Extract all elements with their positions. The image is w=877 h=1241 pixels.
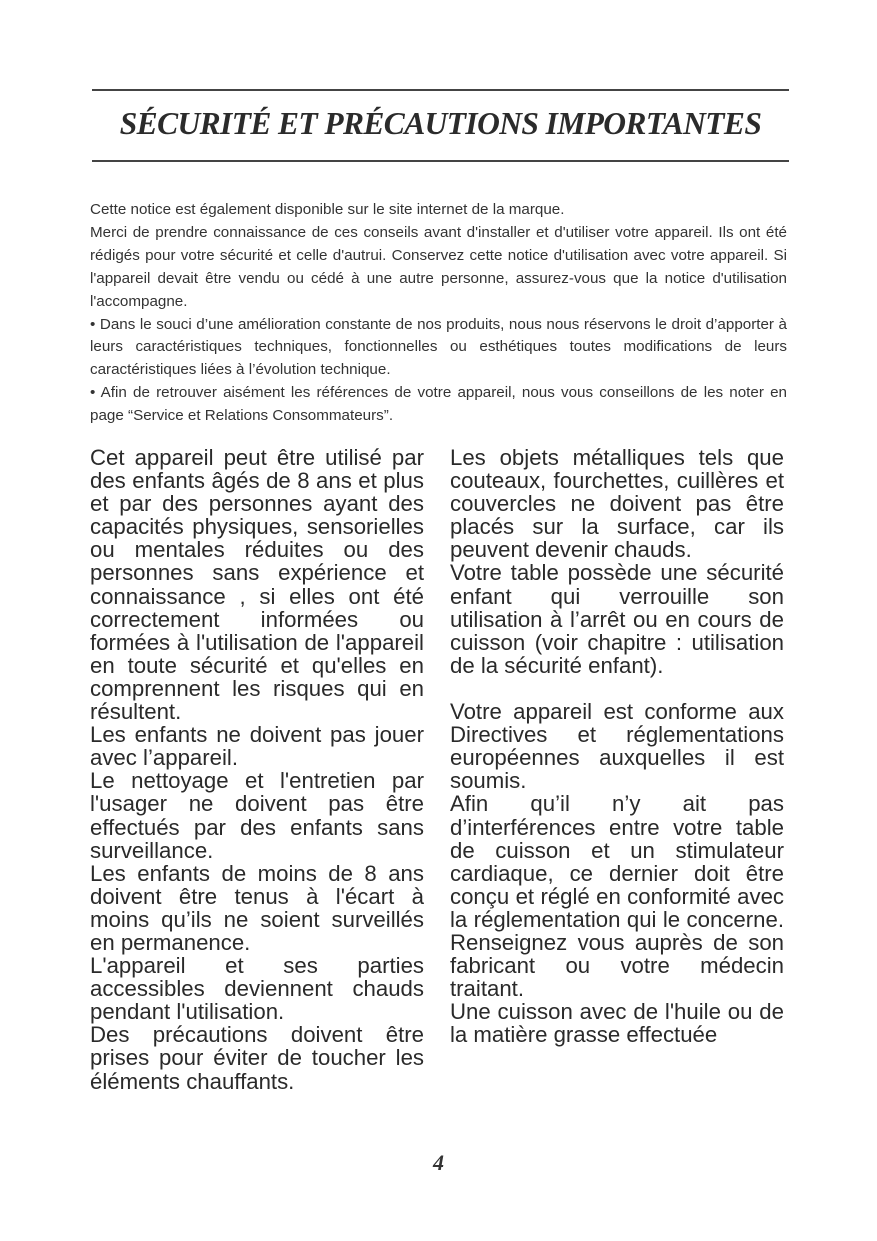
page-title: SÉCURITÉ ET PRÉCAUTIONS IMPORTANTES	[119, 106, 762, 141]
safety-paragraph: Des précautions doivent être prises pour éviter de toucher les éléments chauffants.	[90, 1022, 424, 1094]
safety-paragraph: L'appareil et ses parties accessibles deviennent chauds pendant l'utilisation.	[90, 953, 424, 1025]
intro-paragraph: • Dans le souci d’une amélioration constante de nos produits, nous nous réservons le droit d’apporter à leurs caractéristiques techniques, fonctionnelles ou esthétiques toutes modifications de leurs caractéristiques liées à l’évolution technique.	[90, 315, 787, 379]
title-top-rule	[92, 89, 789, 91]
intro-section	[90, 199, 787, 428]
safety-paragraph: Les objets métalliques tels que couteaux, fourchettes, cuillères et couvercles ne doivent pas être placés sur la surface, car ils peuvent devenir chauds.	[450, 445, 784, 563]
right-column	[450, 446, 784, 1046]
safety-paragraph: Les enfants de moins de 8 ans doivent être tenus à l'écart à moins qu’ils ne soient surveillés en permanence.	[90, 860, 424, 955]
intro-paragraph: Cette notice est également disponible sur le site internet de la marque.	[90, 201, 565, 218]
safety-paragraph: Votre table possède une sécurité enfant qui verrouille son utilisation à l’arrêt ou en cours de cuisson (voir chapitre : utilisation de la sécurité enfant).	[450, 560, 784, 678]
safety-paragraph: Le nettoyage et l'entretien par l'usager ne doivent pas être effectués par des enfants sans surveillance.	[90, 768, 424, 863]
left-column	[90, 446, 424, 1093]
title-bottom-rule	[92, 160, 789, 162]
page-number: 4	[433, 1150, 444, 1175]
safety-paragraph: Cet appareil peut être utilisé par des enfants âgés de 8 ans et plus et par des personnes ayant des capacités physiques, sensorielles ou mentales réduites ou des personnes sans expérience et connaissance , si elles ont été correctement informées ou formées à l'utilisation de l'appareil en toute sécurité et qu'elles en comprennent les risques qui en résultent.	[90, 445, 424, 725]
intro-paragraph: • Afin de retrouver aisément les références de votre appareil, nous vous conseillons de les noter en page “Service et Relations Consommateurs”.	[90, 384, 787, 425]
safety-paragraph: Votre appareil est conforme aux Directives et réglementations européennes auxquelles il est soumis.	[450, 699, 784, 794]
safety-paragraph: Une cuisson avec de l'huile ou de la matière grasse effectuée	[450, 999, 784, 1048]
safety-paragraph: Afin qu’il n’y ait pas d’interférences entre votre table de cuisson et un stimulateur cardiaque, ce dernier doit être conçu et réglé en conformité avec la réglementation qui le concerne. Renseignez vous auprès de son fabricant ou votre médecin traitant.	[450, 791, 784, 1002]
intro-paragraph: Merci de prendre connaissance de ces conseils avant d'installer et d'utiliser votre appareil. Ils ont été rédigés pour votre sécurité et celle d'autrui. Conservez cette notice d'utilisation avec votre appareil. Si l'appareil devait être vendu ou cédé à une autre personne, assurez-vous que la notice d'utilisation l'accompagne.	[90, 223, 787, 310]
safety-paragraph: Les enfants ne doivent pas jouer avec l’appareil.	[90, 722, 424, 771]
